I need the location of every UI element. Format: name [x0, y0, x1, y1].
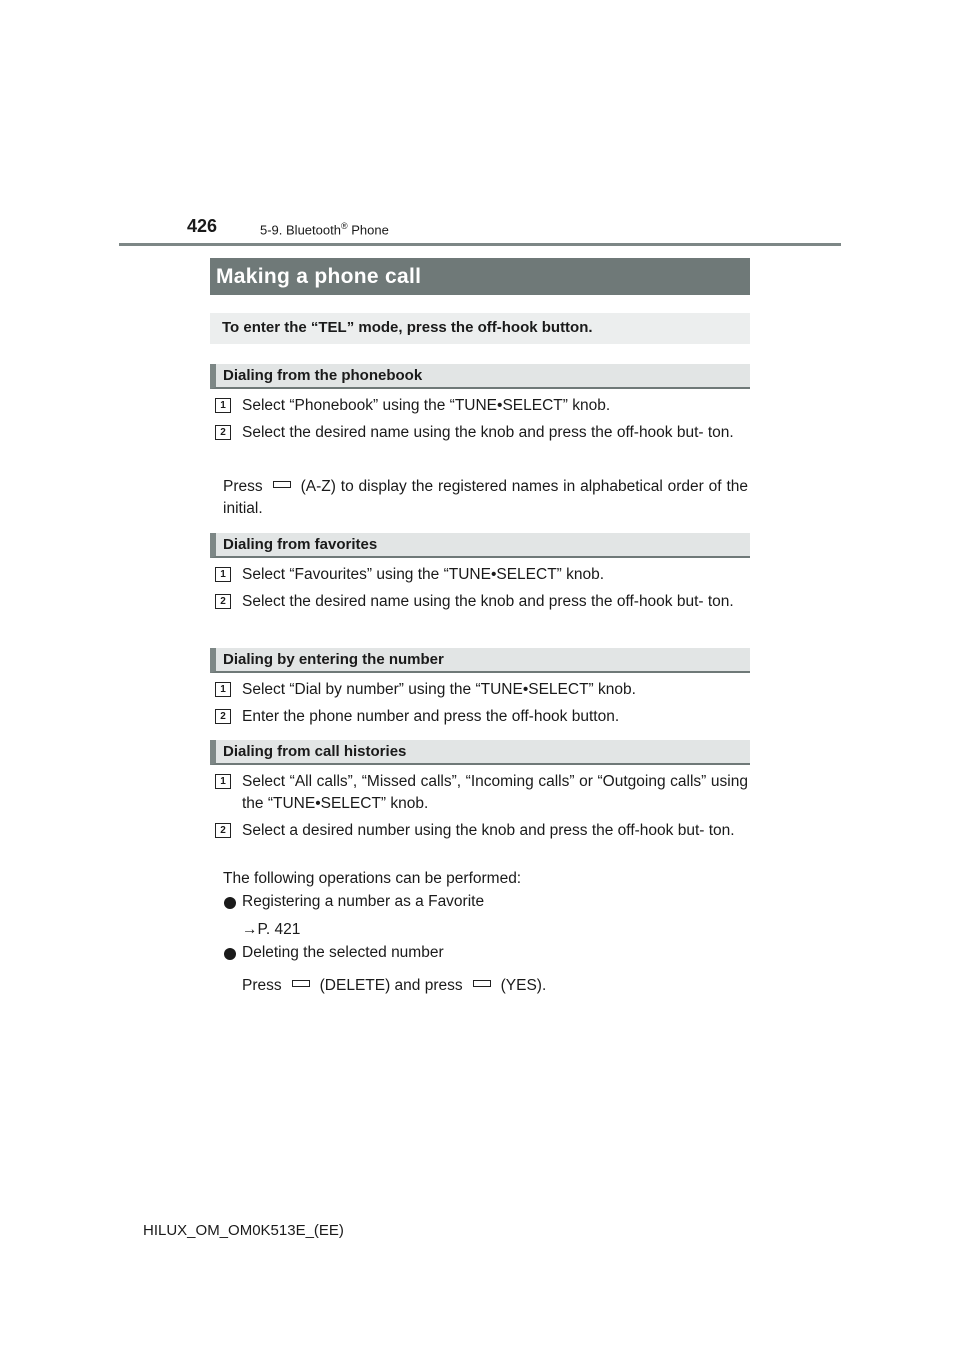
section-tail: Phone	[347, 222, 389, 238]
note-rest: (A-Z) to display the registered names in alphabetical order of the initial.	[223, 478, 748, 517]
histories-step-2: Select a desired number using the knob and press the off-hook but- ton.	[242, 822, 735, 839]
heading-dial-number: Dialing by entering the number	[210, 648, 750, 673]
step-number-2: 2	[215, 594, 231, 609]
operations-intro: The following operations can be performed:	[223, 870, 522, 887]
heading-call-histories: Dialing from call histories	[210, 740, 750, 765]
step-number-2: 2	[215, 425, 231, 440]
section-main: 5-9. Bluetooth	[260, 222, 341, 238]
note-press: Press	[223, 478, 263, 495]
histories-step-1: Select “All calls”, “Missed calls”, “Incoming calls” or “Outgoing calls” using the “TUNE•SELECT” knob.	[242, 773, 748, 812]
phonebook-step-2: Select the desired name using the knob and press the off-hook but- ton.	[242, 424, 734, 441]
footer-code: HILUX_OM_OM0K513E_(EE)	[143, 1222, 344, 1239]
favorites-step-1: Select “Favourites” using the “TUNE•SELECT” knob.	[242, 566, 605, 583]
button-icon	[292, 980, 310, 987]
delete-instruction	[242, 975, 546, 997]
delete-yes: (YES).	[500, 977, 547, 994]
button-icon	[273, 481, 291, 488]
intro-box: To enter the “TEL” mode, press the off-hook button.	[210, 313, 750, 344]
heading-favorites: Dialing from favorites	[210, 533, 750, 558]
number-step-2: Enter the phone number and press the off-hook button.	[242, 708, 620, 725]
header-rule	[119, 243, 841, 246]
delete-mid: (DELETE) and press	[319, 977, 463, 994]
page-number: 426	[187, 216, 218, 236]
step-number-1: 1	[215, 398, 231, 413]
bullet-delete-number: Deleting the selected number	[242, 944, 444, 961]
phonebook-step-1: Select “Phonebook” using the “TUNE•SELECT” knob.	[242, 397, 611, 414]
step-number-1: 1	[215, 567, 231, 582]
favorites-step-2: Select the desired name using the knob and press the off-hook but- ton.	[242, 593, 734, 610]
heading-phonebook: Dialing from the phonebook	[210, 364, 750, 389]
bullet-icon	[224, 897, 236, 909]
section-label	[260, 221, 389, 237]
step-number-2: 2	[215, 823, 231, 838]
page-reference-link[interactable]: →P. 421	[242, 921, 301, 938]
phonebook-note	[223, 476, 748, 520]
number-step-1: Select “Dial by number” using the “TUNE•SELECT” knob.	[242, 681, 636, 698]
bullet-register-favorite: Registering a number as a Favorite	[242, 893, 485, 910]
delete-press: Press	[242, 977, 282, 994]
step-number-2: 2	[215, 709, 231, 724]
page-title: Making a phone call	[210, 258, 750, 295]
bullet-icon	[224, 948, 236, 960]
step-number-1: 1	[215, 774, 231, 789]
step-number-1: 1	[215, 682, 231, 697]
registered-mark: ®	[340, 221, 348, 231]
button-icon	[473, 980, 491, 987]
